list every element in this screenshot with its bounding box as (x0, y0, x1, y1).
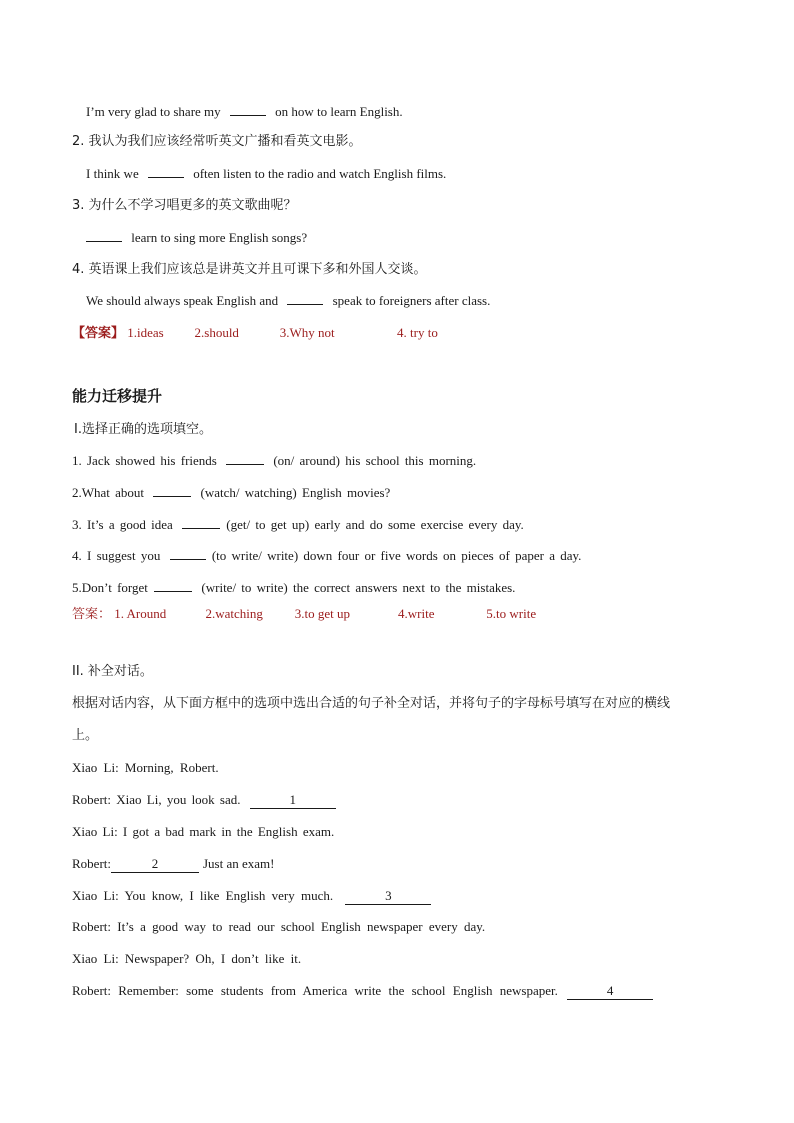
dialog-line (72, 982, 653, 1000)
item-text: 3. It’s a good idea (72, 517, 173, 532)
sentence-text: I’m very glad to share my (86, 104, 221, 119)
answer-item: 4.write (398, 606, 435, 621)
translation-q2-chinese: 2. 我认为我们应该经常听英文广播和看英文电影。 (72, 134, 362, 149)
fill-blank (86, 229, 122, 242)
sentence-text: often listen to the radio and watch English films. (193, 166, 447, 181)
answer-item: 5.to write (486, 606, 537, 621)
sentence-text: I think we (86, 166, 139, 181)
dialog-instruction-continued: 上。 (72, 728, 99, 743)
item-text: (to write/ write) down four or five words on pieces of paper a day. (211, 548, 582, 563)
numbered-blank: 3 (345, 888, 431, 905)
translation-answers (72, 324, 438, 343)
fill-blank (182, 516, 220, 529)
sentence-text: speak to foreigners after class. (332, 293, 491, 308)
answer-item: 3.Why not (279, 325, 335, 340)
dialog-text: Just an exam! (203, 856, 275, 871)
choice-heading: Ⅰ.选择正确的选项填空。 (74, 422, 212, 437)
fill-blank (226, 452, 264, 465)
translation-q3-chinese: 3. 为什么不学习唱更多的英文歌曲呢？ (72, 198, 297, 213)
fill-blank (287, 292, 323, 305)
fill-blank (154, 579, 192, 592)
answer-item: 1.ideas (127, 325, 164, 340)
item-text: 5.Don’t forget (72, 580, 148, 595)
item-text: (watch/ watching) English movies? (200, 485, 391, 500)
dialog-instruction: 根据对话内容，从下面方框中的选项中选出合适的句子补全对话，并将句子的字母标号填写在对应的横线 (72, 696, 671, 711)
dialog-text: Xiao Li: You know, I like English very much. (72, 888, 334, 903)
section-title: 能力迁移提升 (72, 387, 163, 405)
translation-q4-chinese: 4. 英语课上我们应该总是讲英文并且可课下多和外国人交谈。 (72, 262, 427, 277)
item-text: 4. I suggest you (72, 548, 161, 563)
item-text: 1. Jack showed his friends (72, 453, 217, 468)
numbered-blank: 4 (567, 983, 653, 1000)
choice-item-5 (72, 579, 515, 597)
sentence-text: We should always speak English and (86, 293, 279, 308)
answer-item: 2.watching (205, 606, 263, 621)
choice-item-3 (72, 516, 524, 534)
answer-label: 【答案】 (72, 326, 125, 341)
sentence-text: learn to sing more English songs? (131, 230, 308, 245)
numbered-blank: 1 (250, 792, 336, 809)
choice-item-4 (72, 547, 581, 565)
answer-item: 2.should (194, 325, 239, 340)
dialog-line (72, 855, 274, 873)
item-text: (write/ to write) the correct answers next to the mistakes. (201, 580, 516, 595)
choice-item-1 (72, 452, 476, 470)
dialog-line: Xiao Li: I got a bad mark in the English exam. (72, 824, 335, 839)
fill-blank (170, 547, 206, 560)
fill-blank (153, 484, 191, 497)
dialog-text: Robert: (72, 856, 111, 871)
dialog-line (72, 887, 431, 905)
dialog-line (72, 791, 336, 809)
answer-item: 3.to get up (294, 606, 351, 621)
answer-item: 4. try to (397, 325, 438, 340)
numbered-blank: 2 (111, 856, 199, 873)
dialog-text: Robert: Remember: some students from America write the school English newspaper. (72, 983, 558, 998)
dialog-line: Xiao Li: Morning, Robert. (72, 760, 219, 775)
item-text: (on/ around) his school this morning. (273, 453, 477, 468)
translation-q1-sentence (86, 103, 403, 121)
translation-q3-sentence (86, 229, 307, 247)
item-text: (get/ to get up) early and do some exercise every day. (226, 517, 524, 532)
fill-blank (148, 165, 184, 178)
translation-q4-sentence (86, 292, 490, 310)
item-text: 2.What about (72, 485, 145, 500)
translation-q2-sentence (86, 165, 446, 183)
fill-blank (230, 103, 266, 116)
choice-answers (72, 605, 536, 624)
sentence-text: on how to learn English. (275, 104, 403, 119)
answer-item: 1. Around (114, 606, 167, 621)
dialog-heading: II. 补全对话。 (72, 664, 153, 679)
answer-label: 答案： (72, 607, 112, 622)
choice-item-2 (72, 484, 390, 502)
dialog-text: Robert: Xiao Li, you look sad. (72, 792, 241, 807)
dialog-line: Xiao Li: Newspaper? Oh, I don’t like it. (72, 951, 302, 966)
dialog-line: Robert: It’s a good way to read our school English newspaper every day. (72, 919, 486, 934)
